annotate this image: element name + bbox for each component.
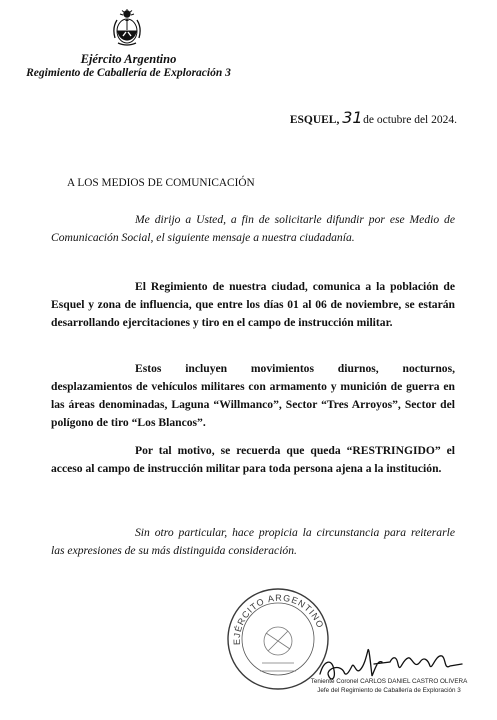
coat-of-arms-icon [110,8,144,48]
date-day: 31 [342,108,363,127]
signer-block [309,677,469,695]
paragraph-details: Estos incluyen movimientos diurnos, nocturnos, desplazamientos de vehículos militares con armamento y munición de guerra en las áreas denominadas, Laguna “Willmanco”, Sector “Tres Arroyos”, Sector del polígono de tiro “Los Blancos”. [51,362,455,429]
paragraph-closing: Sin otro particular, hace propicia la circunstancia para reiterarle las expresiones de su más distinguida consideración. [51,526,455,557]
date-line [290,108,457,127]
date-city: ESQUEL, [289,114,340,126]
signer-name: Teniente Coronel CARLOS DANIEL CASTRO OLIVERA [310,678,468,685]
date-month-year: de octubre del 2024. [363,114,457,126]
paragraph-intro: Me dirijo a Usted, a fin de solicitarle difundir por ese Medio de Comunicación Social, el siguiente mensaje a nuestra ciudadanía. [51,213,455,244]
unit-name: Regimiento de Caballería de Exploración 3 [26,67,231,79]
paragraph-restriction: Por tal motivo, se recuerda que queda “RESTRINGIDO” el acceso al campo de instrucción militar para toda persona ajena a la institución. [51,444,455,475]
paragraph-announcement: El Regimiento de nuestra ciudad, comunica a la población de Esquel y zona de influencia, que entre los días 01 al 06 de noviembre, se estarán desarrollando ejercitaciones y tiro en el campo de instrucción militar. [51,280,455,329]
org-name: Ejército Argentino [80,52,177,66]
organization-header [0,52,257,80]
stamp-text: EJÉRCITO ARGENTINO [231,592,326,646]
addressee: A LOS MEDIOS DE COMUNICACIÓN [67,177,255,189]
signer-title: Jefe del Regimiento de Caballería de Exploración 3 [317,687,461,694]
